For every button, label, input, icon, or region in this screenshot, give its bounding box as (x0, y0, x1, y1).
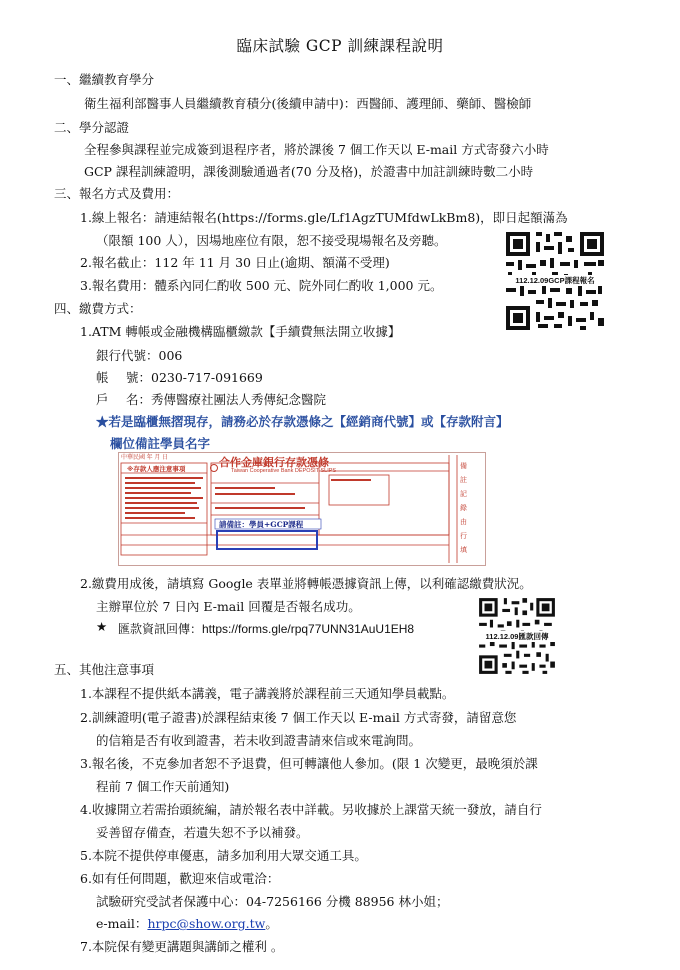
payment-item-2-cont: 主辦單位於 7 日內 E-mail 回覆是否報名成功。 (96, 599, 361, 614)
slip-bank-name: 合作金庫銀行存款憑條 (219, 456, 329, 469)
slip-side-char: 由 (460, 518, 467, 526)
section-4-heading: 四、繳費方式： (54, 301, 142, 316)
bank-code: 銀行代號：006 (96, 348, 183, 363)
notice-item-1: 1.本課程不提供紙本講義，電子講義將於課程前三天通知學員載點。 (80, 686, 455, 701)
registration-item-1-cont: （限額 100 人），因場地座位有限，恕不接受現場報名及旁聽。 (96, 233, 447, 248)
payment-item-1: 1.ATM 轉帳或金融機構臨櫃繳款【手續費無法開立收據】 (80, 324, 401, 339)
slip-left-title: ※存款人應注意事項 (127, 466, 186, 473)
section-1-line: 衛生福利部醫事人員繼續教育積分(後續申請中)：西醫師、護理師、藥師、醫檢師 (84, 96, 532, 111)
notice-item-5: 5.本院不提供停車優惠，請多加利用大眾交通工具。 (80, 848, 367, 863)
slip-bank-name-en: Taiwan Cooperative Bank DEPOSIT SLIPS (231, 468, 337, 474)
notice-item-3-cont: 程前 7 個工作天前通知) (96, 779, 230, 794)
contact-info: 試驗研究受試者保護中心：04-7256166 分機 88956 林小姐； (96, 894, 449, 909)
slip-side-char: 行 (460, 532, 467, 540)
counter-deposit-note-cont: 欄位備註學員名字 (110, 436, 211, 451)
payment-qr-code (476, 595, 558, 677)
slip-side-char: 填 (460, 546, 467, 554)
registration-item-1: 1.線上報名：請連結報名(https://forms.gle/Lf1AgzTUMfdwLkBm8)，即日起額滿為 (80, 210, 568, 225)
section-3-heading: 三、報名方式及費用： (54, 186, 180, 201)
notice-item-6: 6.如有任何問題，歡迎來信或電洽： (80, 871, 280, 886)
registration-qr-code (502, 228, 608, 334)
notice-item-4: 4.收據開立若需抬頭統編，請於報名表中詳載。另收據於上課當天統一發放，請自行 (80, 802, 542, 817)
email-link[interactable]: hrpc@show.org.tw (147, 916, 266, 931)
email-end: 。 (265, 916, 278, 931)
deposit-slip-image (118, 452, 486, 566)
payment-item-2: 2.繳費用成後，請填寫 Google 表單並將轉帳憑據資訊上傳，以利確認繳費狀況。 (80, 576, 532, 591)
contact-email-row (96, 914, 278, 932)
counter-deposit-note: ★若是臨櫃無摺現存，請務必於存款憑條之【經銷商代號】或【存款附言】 (96, 414, 509, 429)
section-5-heading: 五、其他注意事項 (54, 662, 155, 677)
section-2-line-2: GCP 課程訓練證明，課後測驗通過者(70 分及格)，於證書中加註訓練時數二小時 (84, 164, 534, 179)
notice-item-3: 3.報名後，不克參加者恕不予退費，但可轉讓他人參加。(限 1 次變更，最晚須於課 (80, 756, 538, 771)
section-2-heading: 二、學分認證 (54, 120, 130, 135)
section-1-heading: 一、繼續教育學分 (54, 72, 155, 87)
registration-item-3: 3.報名費用：體系內同仁酌收 500 元、院外同仁酌收 1,000 元。 (80, 278, 443, 293)
star-icon: ★ (96, 619, 108, 634)
page-title: 臨床試驗 GCP 訓練課程說明 (236, 37, 444, 55)
account-name-label: 戶 (96, 392, 109, 407)
notice-item-2-cont: 的信箱是否有收到證書，若未收到證書請來信或來電詢問。 (96, 733, 422, 748)
account-name: 名：秀傳醫療社團法人秀傳紀念醫院 (126, 392, 327, 407)
notice-item-7: 7.本院保有變更講題與講師之權利 。 (80, 939, 284, 954)
registration-item-2: 2.報名截止：112 年 11 月 30 日止(逾期、額滿不受理) (80, 255, 390, 270)
slip-side-char: 註 (460, 476, 467, 484)
section-2-line-1: 全程參與課程並完成簽到退程序者，將於課後 7 個工作天以 E-mail 方式寄發六小時 (84, 142, 549, 157)
account-label: 帳 (96, 370, 109, 385)
payment-form-link[interactable]: 匯款資訊回傳：https://forms.gle/rpq77UNN31AuU1EH8 (118, 622, 415, 636)
account-number: 號：0230-717-091669 (126, 370, 263, 385)
notice-item-2: 2.訓練證明(電子證書)於課程結束後 7 個工作天以 E-mail 方式寄發，請留意您 (80, 710, 517, 725)
slip-side-column (460, 459, 474, 557)
email-label: e-mail： (96, 916, 148, 931)
payment-qr-caption: 112.12.09匯款回傳 (476, 631, 558, 642)
slip-side-char: 備 (460, 462, 467, 470)
slip-date-header: 中華民國 年 月 日 (121, 455, 169, 461)
slip-side-char: 錄 (460, 504, 467, 512)
slip-note: 請備註：學員+GCP課程 (219, 520, 304, 529)
registration-qr-caption: 112.12.09GCP課程報名 (502, 275, 608, 286)
notice-item-4-cont: 妥善留存備查，若遺失恕不予以補發。 (96, 825, 309, 840)
slip-side-char: 記 (460, 490, 467, 498)
